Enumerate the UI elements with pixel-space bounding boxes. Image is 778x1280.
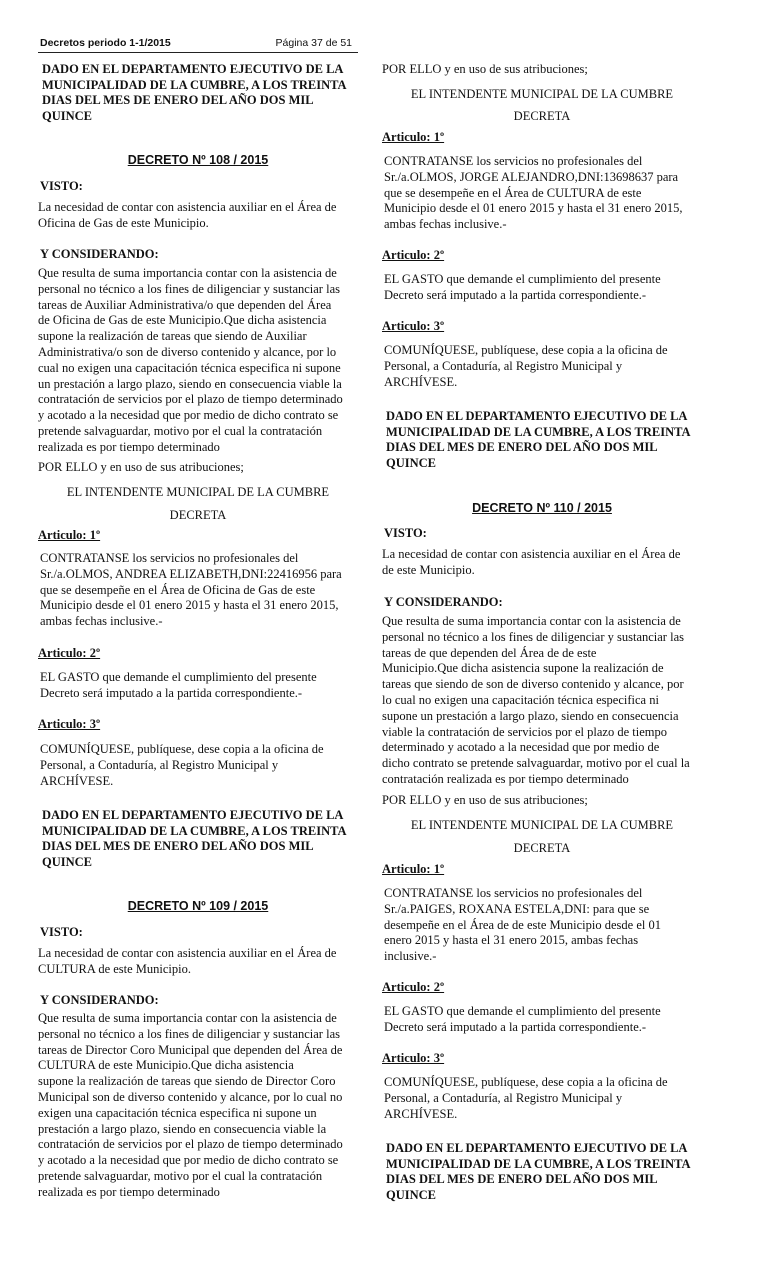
text-line: Que resulta de suma importancia contar con la asistencia de <box>38 266 337 280</box>
intendente-text: EL INTENDENTE MUNICIPAL DE LA CUMBRE <box>66 485 330 499</box>
decreto-108-contratanse <box>40 551 360 630</box>
text-line: Administrativa/o son de diverso contenido y alcance, por lo <box>38 344 337 359</box>
text-line: supone la realización de tareas que siendo de Auxiliar <box>38 329 307 344</box>
text-line: dicho contrato se pretende salvaguardar, motivo por el cual la <box>382 756 690 771</box>
por-ello-text: POR ELLO y en uso de sus atribuciones; <box>38 460 244 474</box>
text-line: DADO EN EL DEPARTAMENTO EJECUTIVO DE LA <box>386 1141 688 1155</box>
text-line: personal no técnico a los fines de diligenciar y sustanciar las <box>38 1026 340 1041</box>
text-line: desempeñe en el Área de de este Municipio desde el 01 <box>384 917 661 932</box>
comuniquese-text <box>384 343 704 390</box>
dado-block <box>386 409 691 471</box>
intendente-text: EL INTENDENTE MUNICIPAL DE LA CUMBRE <box>410 87 674 101</box>
articulo-3-label: Articulo: 3º <box>382 1051 445 1065</box>
text-line: DIAS DEL MES DE ENERO DEL AÑO DOS MIL <box>386 440 658 454</box>
articulo-1-label: Articulo: 1º <box>38 528 101 542</box>
decreta-text: DECRETA <box>169 508 227 522</box>
text-line: CONTRATANSE los servicios no profesionales del <box>384 154 643 168</box>
page-header <box>38 36 358 53</box>
text-line: DADO EN EL DEPARTAMENTO EJECUTIVO DE LA <box>42 808 344 822</box>
por-ello-text: POR ELLO y en uso de sus atribuciones; <box>382 793 588 807</box>
text-line: contratación de servicios por el plazo de tiempo determinado <box>38 1137 343 1152</box>
text-line: MUNICIPALIDAD DE LA CUMBRE, A LOS TREINTA <box>42 77 347 92</box>
text-line: Municipio.Que dicha asistencia supone la realización de <box>382 661 664 676</box>
text-line: ambas fechas inclusive.- <box>384 217 507 232</box>
decreta-text: DECRETA <box>513 109 571 123</box>
comuniquese-text <box>40 742 360 789</box>
decreto-108-title: DECRETO Nº 108 / 2015 <box>127 153 269 167</box>
decreta-text: DECRETA <box>513 841 571 855</box>
text-line: Oficina de Gas de este Municipio. <box>38 215 209 230</box>
text-line: CULTURA de este Municipio. <box>38 961 192 976</box>
text-line: Decreto será imputado a la partida correspondiente.- <box>384 287 647 302</box>
text-line: Que resulta de suma importancia contar con la asistencia de <box>38 1011 337 1025</box>
text-line: ARCHÍVESE. <box>40 773 114 788</box>
articulo-3-label: Articulo: 3º <box>38 717 101 731</box>
text-line: Sr./a.OLMOS, JORGE ALEJANDRO,DNI:13698637 para <box>384 169 679 184</box>
decreto-108-considerando <box>38 266 358 456</box>
page-number: Página 37 de 51 <box>275 37 352 49</box>
text-line: pretende salvaguardar, motivo por el cual la contratación <box>38 423 323 438</box>
text-line: tareas de que dependen del Área de de este <box>382 645 597 660</box>
visto-label: VISTO: <box>384 526 427 540</box>
visto-label: VISTO: <box>40 925 83 939</box>
dado-block <box>42 808 347 870</box>
text-line: Municipal son de diverso contenido y alcance, por lo cual no <box>38 1089 343 1104</box>
por-ello-text: POR ELLO y en uso de sus atribuciones; <box>382 62 588 76</box>
text-line: Personal, a Contaduría, al Registro Municipal y <box>384 1090 623 1105</box>
decreto-109-contratanse <box>384 154 704 233</box>
articulo-2-label: Articulo: 2º <box>382 248 445 262</box>
decreto-110-title: DECRETO Nº 110 / 2015 <box>472 501 612 515</box>
text-line: prestación a largo plazo, siendo en consecuencia viable la <box>38 1121 327 1136</box>
articulo-3-label: Articulo: 3º <box>382 319 445 333</box>
text-line: supone la realización de tareas que siendo de Director Coro <box>38 1074 336 1089</box>
text-line: contratación realizada es por tiempo determinado <box>382 771 629 786</box>
text-line: viable la contratación de servicios por el plazo de tiempo <box>382 724 667 739</box>
decreto-109-considerando <box>38 1011 358 1201</box>
decreto-110-contratanse <box>384 886 704 965</box>
text-line: tareas de Director Coro Municipal que dependen del Área de <box>38 1042 343 1057</box>
header-title: Decretos periodo 1-1/2015 <box>40 37 171 49</box>
articulo-2-label: Articulo: 2º <box>38 646 101 660</box>
decreto-110-considerando <box>382 614 702 788</box>
text-line: MUNICIPALIDAD DE LA CUMBRE, A LOS TREINTA <box>386 1156 691 1171</box>
dado-block <box>42 62 347 124</box>
text-line: La necesidad de contar con asistencia auxiliar en el Área de <box>38 946 337 960</box>
text-line: EL GASTO que demande el cumplimiento del presente <box>384 1004 661 1018</box>
text-line: COMUNÍQUESE, publíquese, dese copia a la oficina de <box>384 343 668 357</box>
text-line: COMUNÍQUESE, publíquese, dese copia a la oficina de <box>40 742 324 756</box>
text-line: ARCHÍVESE. <box>384 374 458 389</box>
text-line: DADO EN EL DEPARTAMENTO EJECUTIVO DE LA <box>386 409 688 423</box>
text-line: DIAS DEL MES DE ENERO DEL AÑO DOS MIL <box>386 1172 658 1186</box>
text-line: tareas que siendo de son de diverso contenido y alcance, por <box>382 677 684 692</box>
text-line: de Oficina de Gas de este Municipio.Que dicha asistencia <box>38 313 327 328</box>
intendente-text: EL INTENDENTE MUNICIPAL DE LA CUMBRE <box>410 818 674 832</box>
text-line: Decreto será imputado a la partida correspondiente.- <box>384 1019 647 1034</box>
gasto-text <box>384 272 704 304</box>
gasto-text <box>40 670 360 702</box>
articulo-1-label: Articulo: 1º <box>382 862 445 876</box>
text-line: La necesidad de contar con asistencia auxiliar en el Área de <box>38 200 337 214</box>
text-line: Decreto será imputado a la partida correspondiente.- <box>40 685 303 700</box>
text-line: MUNICIPALIDAD DE LA CUMBRE, A LOS TREINTA <box>42 823 347 838</box>
text-line: inclusive.- <box>384 949 437 964</box>
dado-block <box>386 1141 691 1203</box>
decreto-108-visto <box>38 200 358 232</box>
text-line: Personal, a Contaduría, al Registro Municipal y <box>40 757 279 772</box>
text-line: determinado y acotado a la necesidad que por medio de <box>382 740 660 755</box>
text-line: realizada es por tiempo determinado <box>38 1184 220 1199</box>
text-line: supone un prestación a largo plazo, siendo en consecuencia <box>382 708 679 723</box>
text-line: y acotado a la necesidad que por medio de dicho contrato se <box>38 1153 339 1168</box>
text-line: QUINCE <box>386 455 437 470</box>
text-line: CULTURA de este Municipio.Que dicha asistencia <box>38 1058 294 1073</box>
text-line: La necesidad de contar con asistencia auxiliar en el Área de <box>382 547 681 561</box>
text-line: Municipio desde el 01 enero 2015 y hasta el 31 enero 2015, <box>384 201 683 216</box>
decreto-109-title: DECRETO Nº 109 / 2015 <box>127 899 269 913</box>
text-line: EL GASTO que demande el cumplimiento del presente <box>384 272 661 286</box>
text-line: realizada es por tiempo determinado <box>38 439 220 454</box>
text-line: ARCHÍVESE. <box>384 1106 458 1121</box>
text-line: COMUNÍQUESE, publíquese, dese copia a la oficina de <box>384 1075 668 1089</box>
text-line: Personal, a Contaduría, al Registro Municipal y <box>384 358 623 373</box>
text-line: Sr./a.PAIGES, ROXANA ESTELA,DNI: para que se <box>384 901 650 916</box>
considerando-label: Y CONSIDERANDO: <box>384 595 503 609</box>
text-line: contratación de servicios por el plazo de tiempo determinado <box>38 392 343 407</box>
considerando-label: Y CONSIDERANDO: <box>40 993 159 1007</box>
articulo-2-label: Articulo: 2º <box>382 980 445 994</box>
text-line: EL GASTO que demande el cumplimiento del presente <box>40 670 317 684</box>
text-line: lo cual no exigen una capacitación técnica especifica ni <box>382 692 659 707</box>
text-line: un prestación a largo plazo, siendo en consecuencia viable la <box>38 376 342 391</box>
text-line: Sr./a.OLMOS, ANDREA ELIZABETH,DNI:22416956 para <box>40 566 342 581</box>
text-line: tareas de Auxiliar Administrativa/o que dependen del Área <box>38 297 332 312</box>
text-line: personal no técnico a los fines de diligenciar y sustanciar las <box>382 629 684 644</box>
text-line: QUINCE <box>42 108 93 123</box>
considerando-label: Y CONSIDERANDO: <box>40 247 159 261</box>
text-line: enero 2015 y hasta el 31 enero 2015, ambas fechas <box>384 933 639 948</box>
text-line: cual no exigen una capacitación técnica especifica ni supone <box>38 360 341 375</box>
decreto-109-visto <box>38 946 358 978</box>
text-line: CONTRATANSE los servicios no profesionales del <box>384 886 643 900</box>
text-line: DIAS DEL MES DE ENERO DEL AÑO DOS MIL <box>42 839 314 853</box>
text-line: que se desempeñe en el Área de Oficina de Gas de este <box>40 582 316 597</box>
decreto-110-visto <box>382 547 702 579</box>
text-line: y acotado a la necesidad que por medio de dicho contrato se <box>38 408 339 423</box>
text-line: ambas fechas inclusive.- <box>40 614 163 629</box>
text-line: personal no técnico a los fines de diligenciar y sustanciar las <box>38 281 340 296</box>
text-line: QUINCE <box>42 854 93 869</box>
text-line: pretende salvaguardar, motivo por el cual la contratación <box>38 1168 323 1183</box>
text-line: DIAS DEL MES DE ENERO DEL AÑO DOS MIL <box>42 93 314 107</box>
visto-label: VISTO: <box>40 179 83 193</box>
text-line: DADO EN EL DEPARTAMENTO EJECUTIVO DE LA <box>42 62 344 76</box>
text-line: Municipio desde el 01 enero 2015 y hasta el 31 enero 2015, <box>40 598 339 613</box>
text-line: que se desempeñe en el Área de CULTURA de este <box>384 185 642 200</box>
text-line: QUINCE <box>386 1187 437 1202</box>
text-line: de este Municipio. <box>382 562 475 577</box>
text-line: exigen una capacitación técnica especifica ni supone un <box>38 1105 317 1120</box>
text-line: CONTRATANSE los servicios no profesionales del <box>40 551 299 565</box>
gasto-text <box>384 1004 704 1036</box>
comuniquese-text <box>384 1075 704 1122</box>
text-line: Que resulta de suma importancia contar con la asistencia de <box>382 614 681 628</box>
text-line: MUNICIPALIDAD DE LA CUMBRE, A LOS TREINTA <box>386 424 691 439</box>
articulo-1-label: Articulo: 1º <box>382 130 445 144</box>
